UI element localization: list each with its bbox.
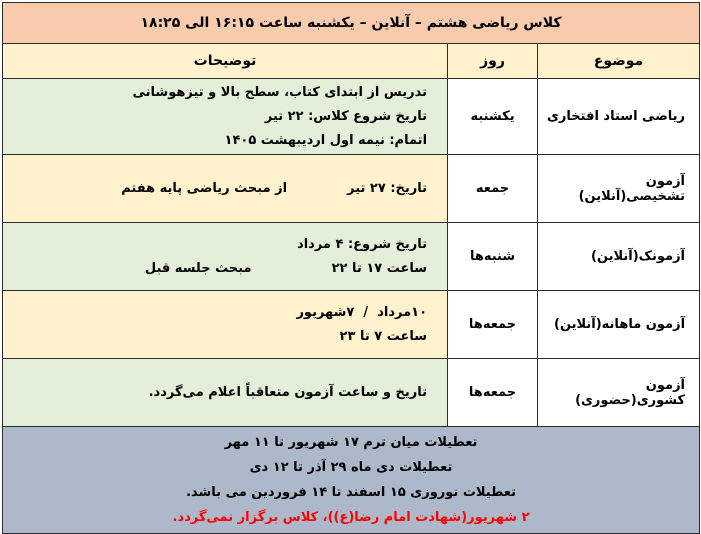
holiday-line: تعطیلات دی ماه ۲۹ آذر تا ۱۲ دی bbox=[249, 460, 453, 475]
row-day: جمعه bbox=[448, 155, 538, 223]
title-row bbox=[3, 3, 700, 44]
cancellation-notice: ۲ شهریور(شهادت امام رضا(ع))، کلاس برگزار نمی‌گردد. bbox=[172, 510, 530, 525]
row-topic: آزمون تشخیصی(آنلاین) bbox=[538, 155, 700, 223]
row-description bbox=[3, 359, 448, 427]
header-topic: موضوع bbox=[538, 44, 700, 79]
description-line: ساعت ۱۷ تا ۲۲ bbox=[331, 260, 428, 276]
table-row bbox=[3, 223, 700, 291]
row-topic: آزمون ماهانه(آنلاین) bbox=[538, 291, 700, 359]
row-topic: آزمون کشوری(حضوری) bbox=[538, 359, 700, 427]
row-topic: آزمونک(آنلاین) bbox=[538, 223, 700, 291]
description-line: تاریخ: ۲۷ تیر bbox=[347, 180, 428, 196]
description-line-group bbox=[3, 257, 427, 281]
description-line-group bbox=[3, 177, 427, 201]
description-line: ۱۰مرداد / ۷شهریور bbox=[296, 304, 428, 320]
table-row bbox=[3, 291, 700, 359]
header-row bbox=[3, 44, 700, 79]
header-day: روز bbox=[448, 44, 538, 79]
schedule-document bbox=[2, 2, 699, 532]
table-row bbox=[3, 359, 700, 427]
header-description: توضیحات bbox=[3, 44, 448, 79]
description-line: ساعت ۷ تا ۲۳ bbox=[339, 328, 428, 344]
row-day: جمعه‌ها bbox=[448, 359, 538, 427]
schedule-table bbox=[2, 2, 700, 534]
holiday-line: تعطیلات میان ترم ۱۷ شهریور تا ۱۱ مهر bbox=[224, 435, 478, 450]
description-line: مبحث جلسه قبل bbox=[144, 260, 252, 276]
footer-row bbox=[3, 427, 700, 534]
row-description bbox=[3, 79, 448, 155]
row-description bbox=[3, 155, 448, 223]
description-line: اتمام: نیمه اول اردیبهشت ۱۴۰۵ bbox=[224, 132, 428, 148]
row-description bbox=[3, 223, 448, 291]
holiday-notes bbox=[3, 427, 700, 534]
row-description bbox=[3, 291, 448, 359]
description-line: تاریخ شروع کلاس: ۲۲ تیر bbox=[264, 108, 428, 124]
description-line: تاریخ و ساعت آزمون متعاقباً اعلام می‌گردد. bbox=[148, 384, 428, 400]
description-line: تدریس از ابتدای کتاب، سطح بالا و تیزهوشانی bbox=[132, 84, 428, 100]
description-line: تاریخ شروع: ۴ مرداد bbox=[297, 236, 428, 252]
table-row bbox=[3, 155, 700, 223]
row-topic: ریاضی استاد افتخاری bbox=[538, 79, 700, 155]
row-day: شنبه‌ها bbox=[448, 223, 538, 291]
holiday-line: تعطیلات نوروزی ۱۵ اسفند تا ۱۴ فروردین می باشد. bbox=[186, 485, 516, 500]
row-day: یکشنبه bbox=[448, 79, 538, 155]
row-day: جمعه‌ها bbox=[448, 291, 538, 359]
description-line: از مبحث ریاضی پایه هفتم bbox=[121, 180, 288, 196]
table-row bbox=[3, 79, 700, 155]
page-title: کلاس ریاضی هشتم – آنلاین – یکشنبه ساعت ۱۶:۱۵ الی ۱۸:۲۵ bbox=[3, 3, 700, 44]
